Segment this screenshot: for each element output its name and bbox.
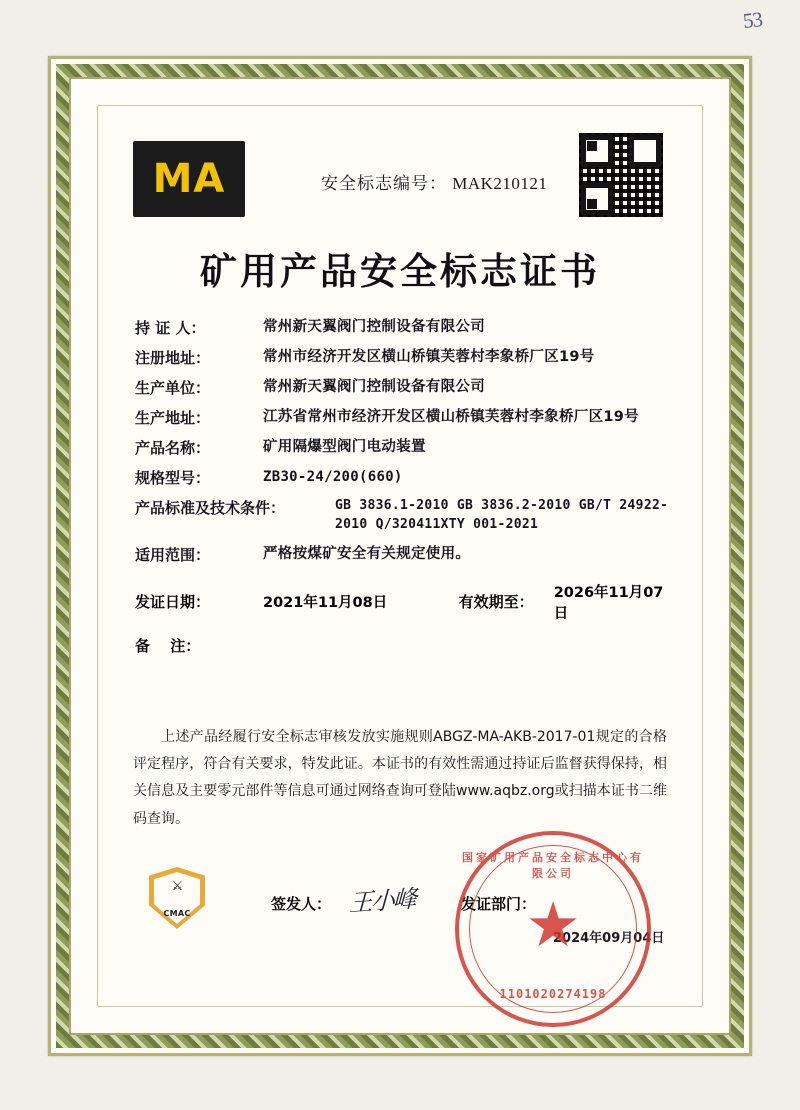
valid-until-label: 有效期至： <box>458 593 534 612</box>
field-label: 持 证 人： <box>135 319 206 337</box>
field-label: 注册地址： <box>135 349 211 368</box>
seal-code: 1101020274198 <box>499 986 607 1001</box>
field-value: GB 3836.1-2010 GB 3836.2-2010 GB/T 24922-2010 Q/320411XTY 001-2021 <box>335 498 669 532</box>
inner-border <box>69 77 731 1035</box>
scan-page-number: 53 <box>741 7 764 33</box>
ornamental-border <box>56 64 744 1048</box>
field-value: 常州市经济开发区横山桥镇芙蓉村李象桥厂区19号 <box>263 349 595 366</box>
field-value: 常州新天翼阀门控制设备有限公司 <box>263 379 485 396</box>
field-list <box>131 317 669 656</box>
field-label: 适用范围： <box>135 545 211 564</box>
issuing-department-label: 发证部门： <box>461 894 537 913</box>
certificate-footer <box>131 850 669 1009</box>
field-label: 规格型号： <box>135 469 211 488</box>
certificate-number-value: MAK210121 <box>452 174 548 193</box>
field-product-name <box>135 437 669 458</box>
certificate-content <box>131 131 669 1001</box>
field-value: ZB30-24/200(660) <box>263 469 403 486</box>
certificate-header <box>131 131 669 221</box>
field-holder <box>135 317 669 338</box>
field-remark <box>135 635 669 656</box>
page-title: 矿用产品安全标志证书 <box>200 250 600 293</box>
stamp-date: 2024年09月04日 <box>553 930 665 946</box>
field-value: 矿用隔爆型阀门电动装置 <box>263 439 426 456</box>
field-label: 生产单位： <box>135 379 211 398</box>
field-label: 产品名称： <box>135 439 211 458</box>
field-production-address <box>135 407 669 428</box>
signer-signature: 王小峰 <box>348 886 416 918</box>
cmac-mark-glyph: ⚔ <box>171 878 183 894</box>
field-label: 产品标准及技术条件： <box>135 499 286 518</box>
field-scope <box>135 544 669 565</box>
official-red-seal <box>455 831 651 1027</box>
cmac-label: CMAC <box>163 908 191 918</box>
statement-paragraph: 上述产品经履行安全标志审核发放实施规则ABGZ-MA-AKB-2017-01规定的合格评定程序，符合有关要求，特发此证。本证书的有效性需通过持证后监督获得保持，相关信息及主要零元部件等信息可通过网络查询可登陆www.aqbz.org或扫描本证书二维码查询。 <box>133 728 667 827</box>
cmac-badge-icon <box>149 867 205 929</box>
valid-until-value: 2026年11月07日 <box>553 584 664 622</box>
signer-label: 签发人： <box>271 894 332 913</box>
field-standards <box>135 497 669 535</box>
field-manufacturer <box>135 377 669 398</box>
dates-row <box>135 581 669 623</box>
field-value: 江苏省常州市经济开发区横山桥镇芙蓉村李象桥厂区19号 <box>263 409 639 426</box>
field-value: 常州新天翼阀门控制设备有限公司 <box>263 319 485 335</box>
qr-code-icon <box>579 133 663 217</box>
field-label: 生产地址： <box>135 409 211 428</box>
seal-star-icon: ★ <box>525 890 581 960</box>
field-label: 备 注： <box>135 636 201 655</box>
issue-date-value: 2021年11月08日 <box>263 595 388 612</box>
ma-logo <box>133 141 245 217</box>
ma-logo-text: MA <box>152 156 226 202</box>
field-model <box>135 467 669 488</box>
seal-organization-text: 国家矿用产品安全标志中心有限公司 <box>462 850 644 880</box>
certificate-document <box>48 56 752 1056</box>
certificate-number-row <box>321 169 547 194</box>
field-value: 严格按煤矿安全有关规定使用。 <box>263 545 471 562</box>
certificate-number-label: 安全标志编号： <box>321 174 447 193</box>
field-registered-address <box>135 347 669 368</box>
issue-date-label: 发证日期： <box>135 593 211 612</box>
